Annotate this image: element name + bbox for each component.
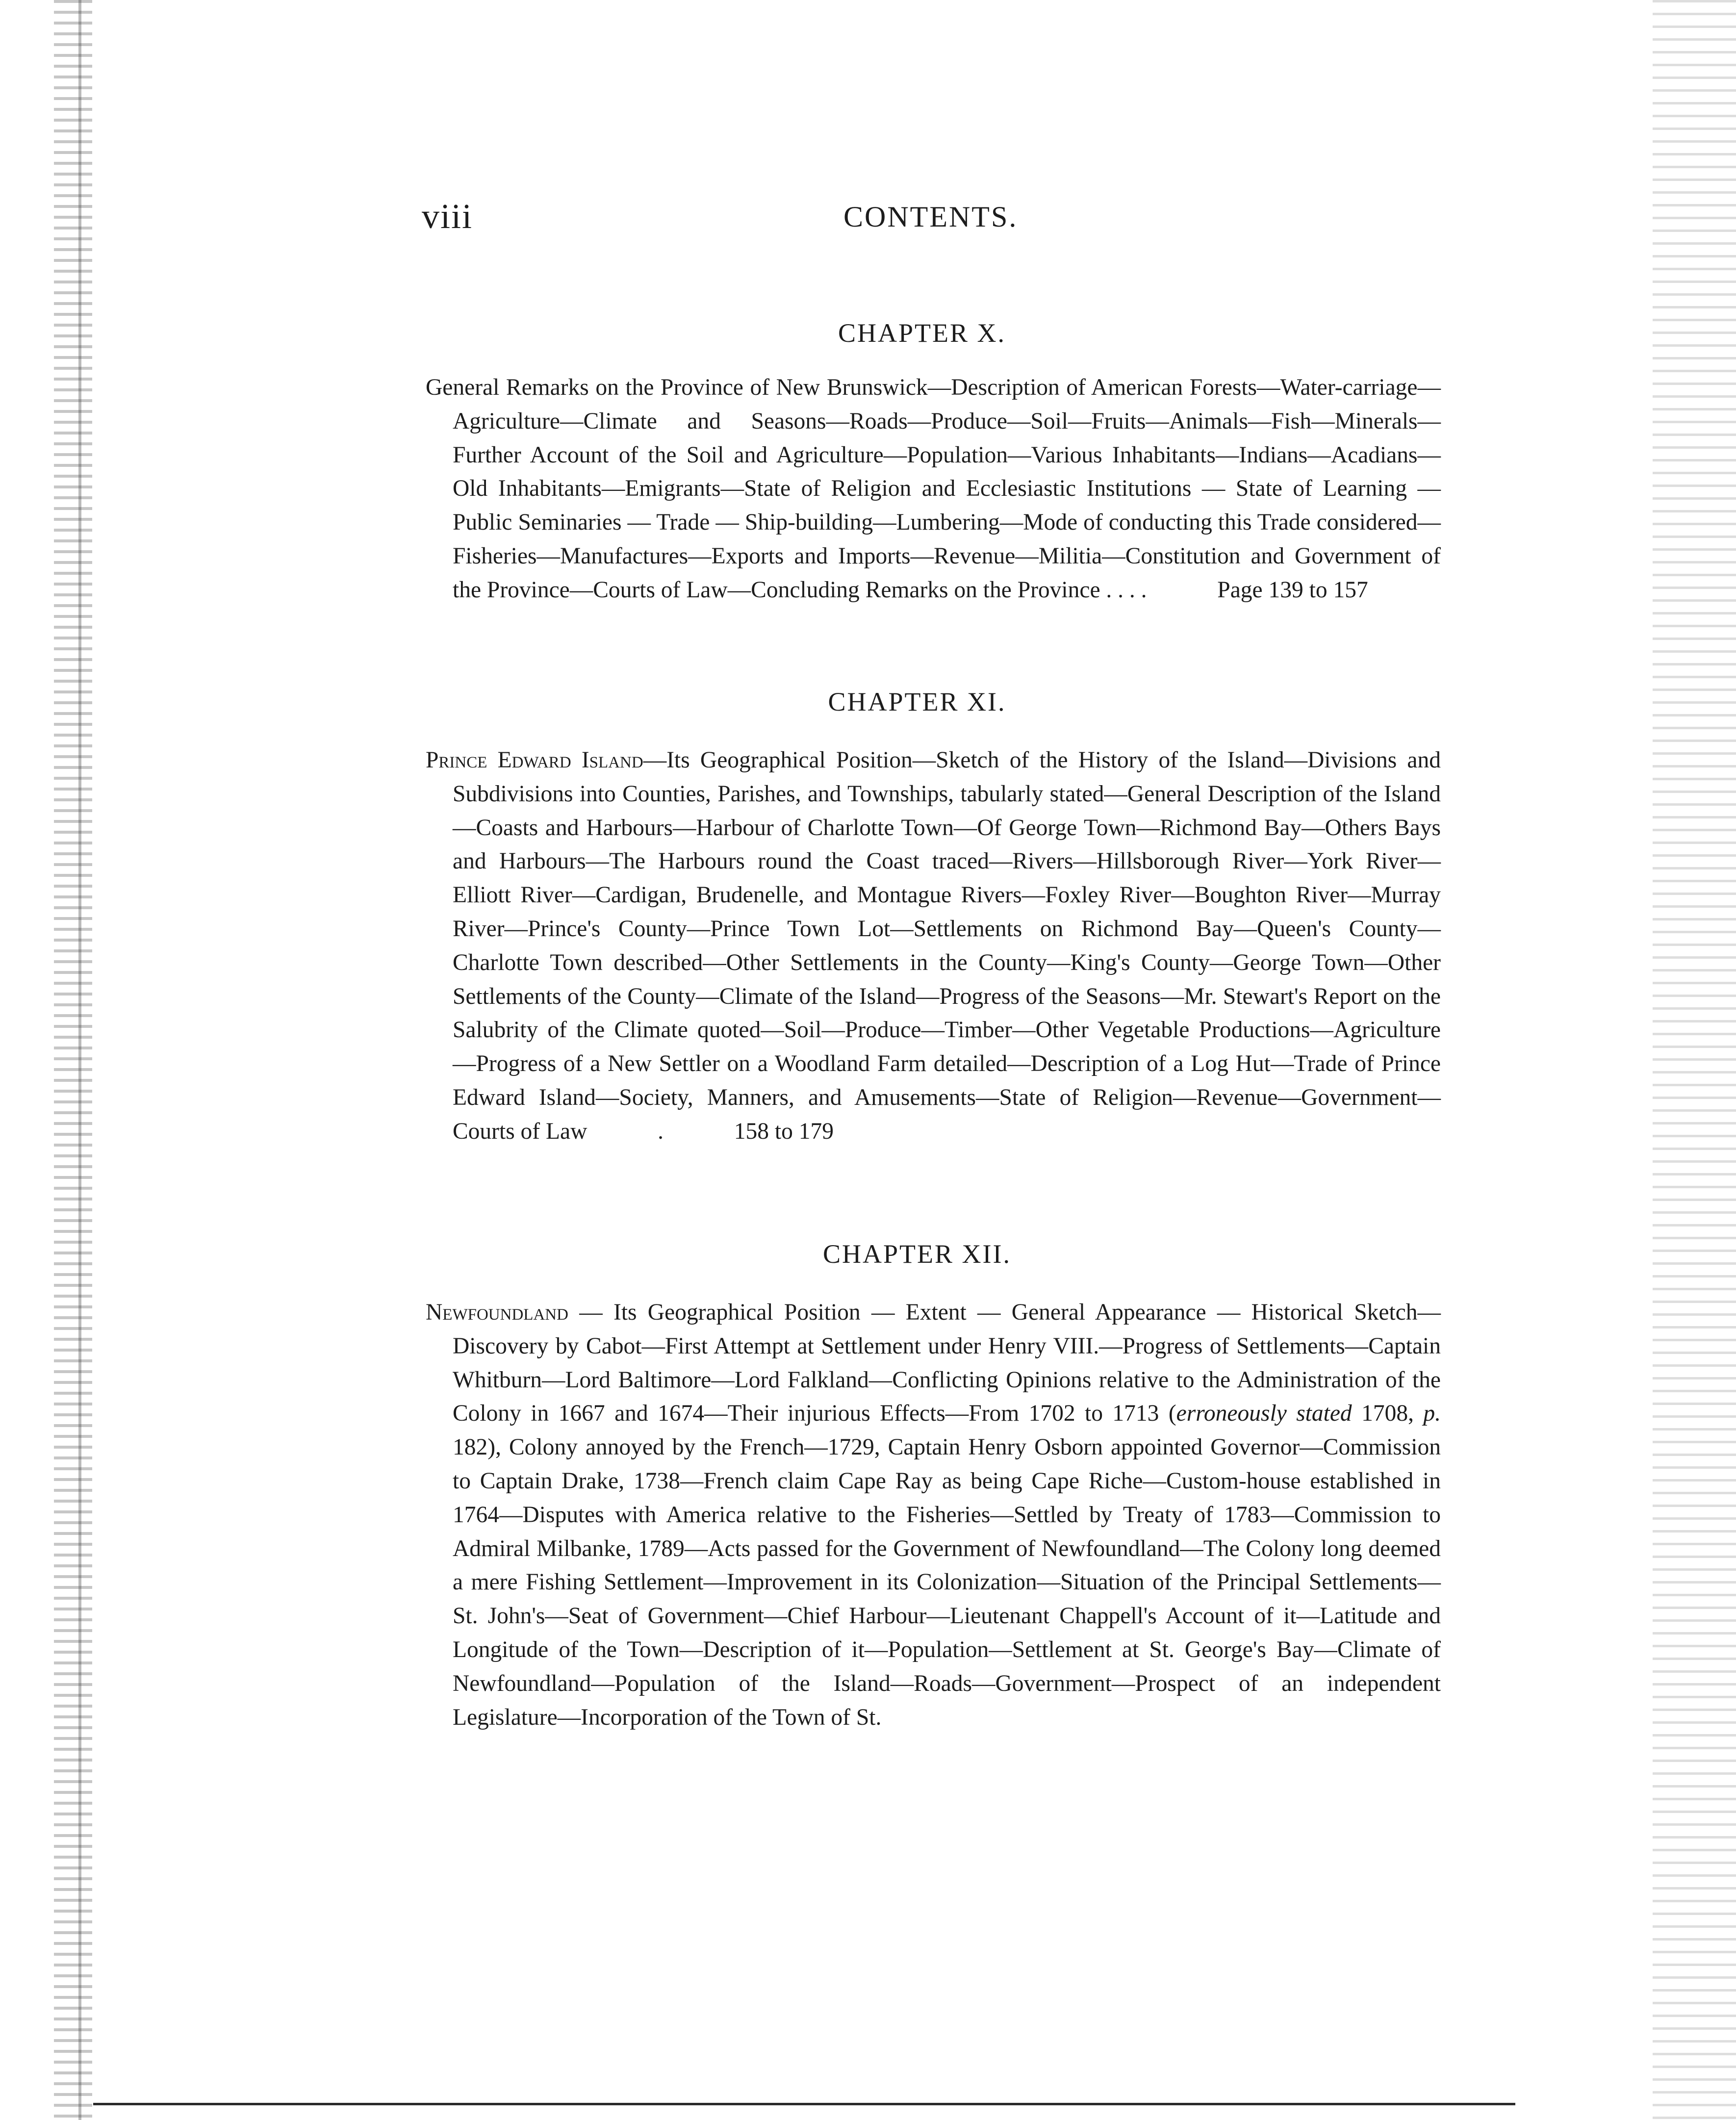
chapter-xi-pages: 158 to 179 <box>734 1118 834 1144</box>
chapter-xi-heading: CHAPTER XI. <box>828 687 1006 716</box>
chapter-x-leader: . . . . <box>1106 577 1147 603</box>
chapter-xi-leader: . <box>658 1118 664 1144</box>
chapter-xi-summary <box>426 743 1441 1149</box>
page-number: viii <box>422 197 473 236</box>
chapter-xii-italic-note: erroneously stated <box>1176 1401 1352 1427</box>
chapter-xii-summary-mid: 1708, <box>1352 1401 1424 1427</box>
chapter-xi-lead-in: Prince Edward Island <box>426 747 643 773</box>
binding-line <box>78 0 81 2120</box>
chapter-x-summary-text: General Remarks on the Province of New Brunswick—Description of American Forests—Water-carriage—Agriculture—Climate and Seasons—Roads—Produce—Soil—Fruits—Animals—Fish—Minerals—Further Account of the Soil and Agriculture—Population—Various Inhabitants—Indians—Acadians—Old Inhabitants—Emigrants—State of Religion and Ecclesiastic Institutions — State of Learning — Public Seminaries — Trade — Ship-building—Lumbering—Mode of conducting this Trade considered—Fisheries—Manufactures—Exports and Imports—Revenue—Militia—Constitution and Government of the Province—Courts of Law—Concluding Remarks on the Province <box>426 375 1441 603</box>
chapter-xii-heading: CHAPTER XII. <box>823 1239 1011 1269</box>
chapter-xii-lead-in: Newfoundland <box>426 1300 568 1325</box>
chapter-xii-italic-p: p. <box>1423 1401 1441 1427</box>
chapter-x-heading: CHAPTER X. <box>838 318 1006 348</box>
chapter-xii-summary <box>426 1296 1441 1734</box>
running-head: CONTENTS. <box>843 201 1018 233</box>
chapter-x-pages: Page 139 to 157 <box>1217 577 1368 603</box>
chapter-xii-summary-before-italic: — Its Geographical Position — Extent — General Appearance — Historical Sketch—Discovery by Cabot—First Attempt at Settlement under Henry VIII.—Progress of Settlements—Captain Whitburn—Lord Baltimore—Lord Falkland—Conflicting Opinions relative to the Administration of the Colony in 1667 and 1674—Their injurious Effects—From 1702 to 1713 ( <box>453 1300 1441 1427</box>
bottom-rule <box>93 2103 1515 2105</box>
chapter-x-summary <box>426 371 1441 607</box>
page-edge-shadow <box>1653 0 1736 2120</box>
chapter-xi-summary-text: —Its Geographical Position—Sketch of the History of the Island—Divisions and Subdivisions into Counties, Parishes, and Townships, tabularly stated—General Description of the Island—Coasts and Harbours—Harbour of Charlotte Town—Of George Town—Richmond Bay—Others Bays and Harbours—The Harbours round the Coast traced—Rivers—Hillsborough River—York River—Elliott River—Cardigan, Brudenelle, and Montague Rivers—Foxley River—Boughton River—Murray River—Prince's County—Prince Town Lot—Settlements on Richmond Bay—Queen's County—Charlotte Town described—Other Settlements in the County—King's County—George Town—Other Settlements of the County—Climate of the Island—Progress of the Seasons—Mr. Stewart's Report on the Salubrity of the Climate quoted—Soil—Produce—Timber—Other Vegetable Productions—Agriculture—Progress of a New Settler on a Woodland Farm detailed—Description of a Log Hut—Trade of Prince Edward Island—Society, Manners, and Amusements—State of Religion—Revenue—Government—Courts of Law <box>453 747 1441 1144</box>
binding-edge-shadow <box>54 0 92 2120</box>
chapter-xii-summary-after-italic: 182), Colony annoyed by the French—1729, Captain Henry Osborn appointed Governor—Commission to Captain Drake, 1738—French claim Cape Ray as being Cape Riche—Custom-house established in 1764—Disputes with America relative to the Fisheries—Settled by Treaty of 1783—Commission to Admiral Milbanke, 1789—Acts passed for the Government of Newfoundland—The Colony long deemed a mere Fishing Settlement—Improvement in its Colonization—Situation of the Principal Settlements—St. John's—Seat of Government—Chief Harbour—Lieutenant Chappell's Account of it—Latitude and Longitude of the Town—Description of it—Population—Settlement at St. George's Bay—Climate of Newfoundland—Population of the Island—Roads—Government—Prospect of an independent Legislature—Incorporation of the Town of St. <box>453 1434 1441 1730</box>
